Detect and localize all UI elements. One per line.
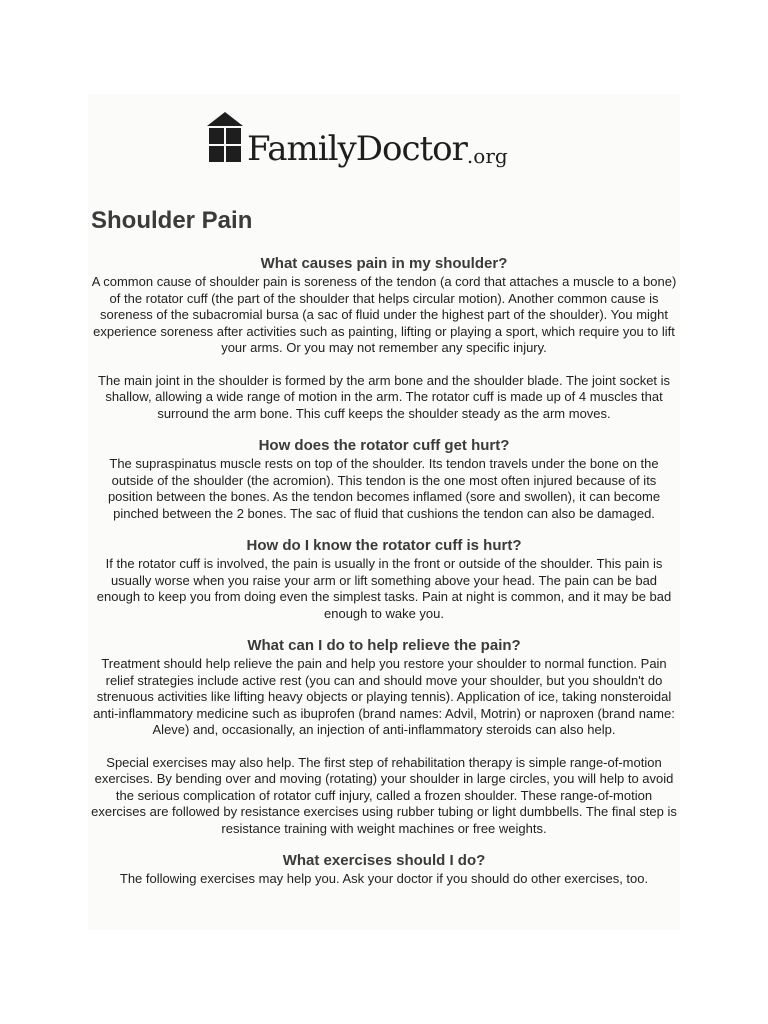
section-paragraph: A common cause of shoulder pain is soreness of the tendon (a cord that attaches a muscle to a bone) of the rotator cuff (the part of the shoulder that helps circular motion). Another common cause is soreness of the subacromial bursa (a sac of fluid under the highest part of the shoulder). You might experience soreness after activities such as painting, lifting or playing a sport, which require you to lift your arms. Or you may not remember any specific injury. [91, 274, 677, 355]
section-paragraph: The supraspinatus muscle rests on top of the shoulder. Its tendon travels under the bone on the outside of the shoulder (the acromion). This tendon is the one most often injured because of its position between the bones. As the tendon becomes inflamed (sore and swollen), it can become pinched between the 2 bones. The sac of fluid that cushions the tendon can also be damaged. [107, 456, 661, 521]
section-heading: How does the rotator cuff get hurt? [258, 437, 510, 454]
section-rotator-cuff-injury [88, 436, 680, 522]
section-exercises [88, 851, 680, 888]
section-paragraph: Special exercises may also help. The first step of rehabilitation therapy is simple range-of-motion exercises. By bending over and moving (rotating) your shoulder in large circles, you will help to avoid the serious complication of rotator cuff injury, called a frozen shoulder. These range-of-motion exercises are followed by resistance exercises using rubber tubing or light dumbbells. The final step is resistance training with weight machines or free weights. [91, 754, 677, 836]
document-page [88, 94, 680, 930]
section-paragraph: If the rotator cuff is involved, the pain is usually in the front or outside of the shoulder. This pain is usually worse when you raise your arm or lift something above your head. The pain can be bad enough to keep you from doing even the simplest tasks. Pain at night is common, and it may be bad enough to wake you. [96, 556, 672, 621]
logo-suffix: .org [466, 144, 508, 168]
section-heading: What exercises should I do? [282, 852, 486, 869]
article-body [88, 254, 680, 888]
section-heading: What causes pain in my shoulder? [260, 255, 508, 272]
section-heading: How do I know the rotator cuff is hurt? [246, 537, 522, 554]
section-paragraph: Treatment should help relieve the pain and help you restore your shoulder to normal function. Pain relief strategies include active rest (you can and should move your shoulder, but you shouldn't do strenuous activities like lifting heavy objects or playing tennis). Application of ice, taking nonsteroidal anti-inflammatory medicine such as ibuprofen (brand names: Advil, Motrin) or naproxen (brand name: Aleve) and, occasionally, an injection of anti-inflammatory steroids can also help. [93, 656, 675, 737]
house-icon [207, 112, 243, 164]
page-title: Shoulder Pain [91, 207, 253, 234]
section-heading: What can I do to help relieve the pain? [247, 637, 521, 654]
section-causes [88, 254, 680, 422]
section-paragraph: The following exercises may help you. Ask your doctor if you should do other exercises, too. [119, 871, 649, 886]
section-symptoms [88, 536, 680, 622]
familydoctor-logo [207, 106, 508, 170]
section-paragraph: The main joint in the shoulder is formed by the arm bone and the shoulder blade. The joint socket is shallow, allowing a wide range of motion in the arm. The rotator cuff is made up of 4 muscles that surround the arm bone. This cuff keeps the shoulder steady as the arm moves. [97, 372, 671, 421]
logo-wordmark: FamilyDoctor [247, 129, 467, 169]
section-relief [88, 636, 680, 837]
